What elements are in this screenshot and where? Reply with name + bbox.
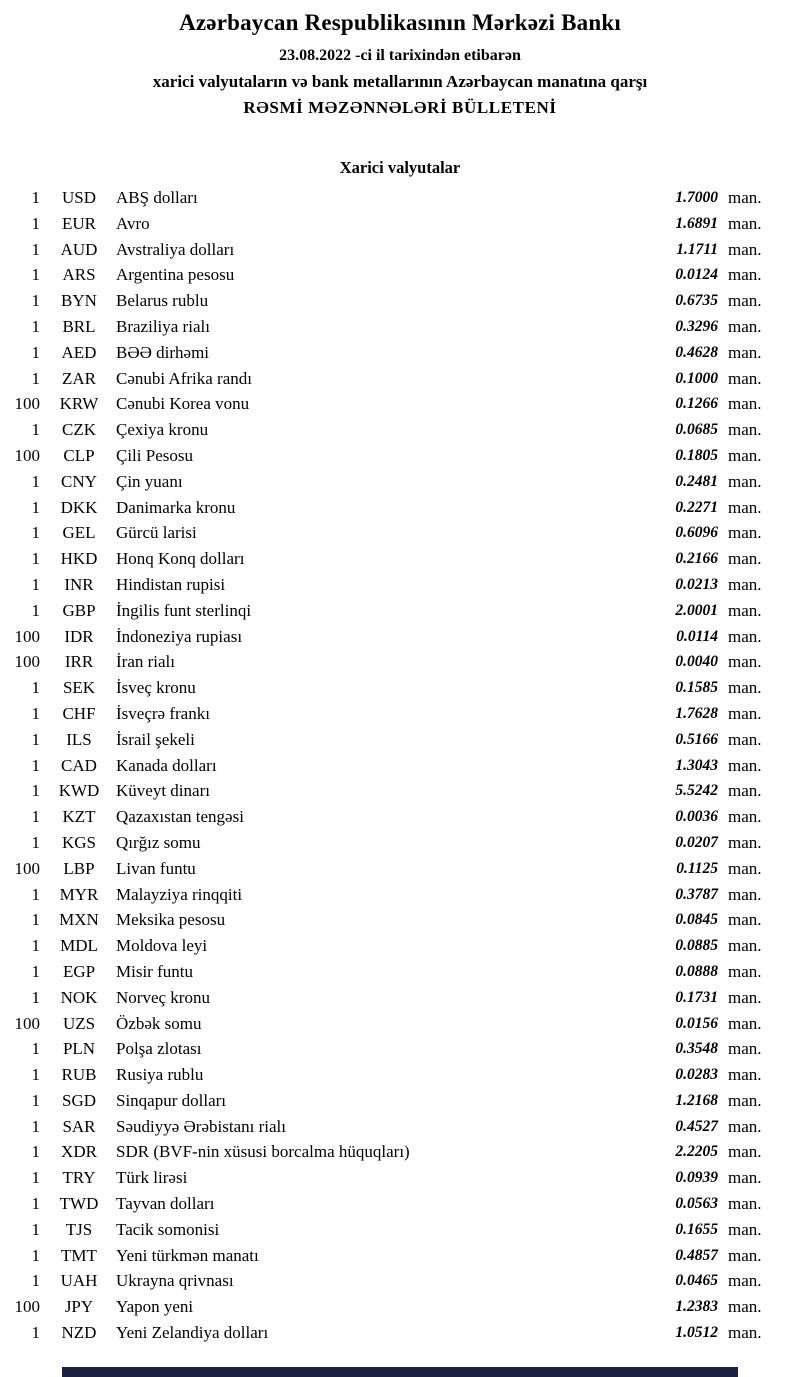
rate-value: 0.2166 (675, 550, 718, 568)
currency-code: MYR (59, 884, 99, 904)
rate-value: 0.2481 (675, 472, 718, 490)
currency-code: DKK (60, 497, 98, 517)
rate-unit-label: man. (728, 445, 762, 465)
currency-name: İran rialı (116, 652, 175, 672)
rate-unit-label: man. (728, 1297, 762, 1317)
currency-code: ARS (62, 265, 96, 285)
rate-row (0, 211, 772, 237)
rate-row (0, 366, 772, 392)
rate-unit-label: man. (728, 471, 762, 491)
rate-quantity: 1 (31, 910, 40, 930)
rate-quantity: 1 (31, 703, 40, 723)
rate-unit-label: man. (728, 652, 762, 672)
rate-quantity: 1 (31, 1168, 40, 1188)
currency-code: BYN (61, 291, 97, 311)
rate-unit-label: man. (728, 678, 762, 698)
currency-code: INR (64, 574, 94, 594)
rate-value: 0.2271 (675, 498, 718, 516)
currency-code: EUR (62, 213, 96, 233)
rate-row (0, 469, 772, 495)
rate-value: 0.0207 (675, 833, 718, 851)
currency-code: GBP (62, 600, 96, 620)
bulletin-subtitle-line2: RƏSMİ MƏZƏNNƏLƏRİ BÜLLETENİ (243, 98, 557, 117)
rate-quantity: 1 (31, 342, 40, 362)
rate-value: 0.0124 (675, 266, 718, 284)
currency-name: Çili Pesosu (116, 445, 193, 465)
currency-name: Səudiyyə Ərəbistanı rialı (116, 1116, 286, 1136)
rate-value: 0.0114 (676, 627, 718, 645)
rate-quantity: 100 (14, 394, 40, 414)
currency-name: Qırğız somu (116, 832, 201, 852)
rate-unit-label: man. (728, 961, 762, 981)
rate-value: 0.0156 (675, 1014, 718, 1032)
currency-name: Türk lirəsi (116, 1168, 188, 1188)
rate-unit-label: man. (728, 497, 762, 517)
rate-quantity: 1 (31, 961, 40, 981)
rate-value: 0.1000 (675, 369, 718, 387)
currency-code: LBP (63, 858, 95, 878)
currency-code: IRR (64, 652, 94, 672)
rate-value: 0.3548 (675, 1040, 718, 1058)
rate-row (0, 598, 772, 624)
rate-value: 0.0885 (675, 937, 718, 955)
rate-quantity: 1 (31, 678, 40, 698)
rate-quantity: 1 (31, 1090, 40, 1110)
rate-quantity: 1 (31, 420, 40, 440)
currency-code: CNY (61, 471, 97, 491)
rate-row (0, 907, 772, 933)
rate-quantity: 1 (31, 239, 40, 259)
rate-quantity: 1 (31, 729, 40, 749)
rate-quantity: 1 (31, 755, 40, 775)
currency-name: Danimarka kronu (116, 497, 236, 517)
currency-name: Tacik somonisi (116, 1219, 220, 1239)
rate-unit-label: man. (728, 703, 762, 723)
rate-quantity: 1 (31, 265, 40, 285)
rate-value: 0.4527 (675, 1117, 718, 1135)
rate-row (0, 624, 772, 650)
currency-name: Malayziya rinqqiti (116, 884, 243, 904)
rate-value: 0.4628 (675, 343, 718, 361)
currency-code: KZT (62, 807, 96, 827)
currency-code: EGP (62, 961, 96, 981)
currency-code: GEL (62, 523, 96, 543)
rate-quantity: 100 (14, 1013, 40, 1033)
currency-code: ZAR (62, 368, 96, 388)
rate-value: 0.0888 (675, 962, 718, 980)
rate-value: 1.2168 (675, 1091, 718, 1109)
rate-row (0, 417, 772, 443)
rate-unit-label: man. (728, 807, 762, 827)
rate-quantity: 1 (31, 291, 40, 311)
rate-unit-label: man. (728, 626, 762, 646)
rate-quantity: 1 (31, 936, 40, 956)
currency-name: Honq Konq dolları (116, 549, 245, 569)
currency-name: Misir funtu (116, 961, 193, 981)
rate-unit-label: man. (728, 884, 762, 904)
rate-row (0, 727, 772, 753)
rate-unit-label: man. (728, 1323, 762, 1343)
currency-code: CLP (63, 445, 95, 465)
rate-row (0, 1243, 772, 1269)
rate-unit-label: man. (728, 755, 762, 775)
rate-unit-label: man. (728, 291, 762, 311)
currency-name: Kanada dolları (116, 755, 217, 775)
rate-unit-label: man. (728, 1039, 762, 1059)
currency-name: Cənubi Afrika randı (116, 368, 252, 388)
rate-unit-label: man. (728, 910, 762, 930)
rate-value: 0.0465 (675, 1272, 718, 1290)
rate-unit-label: man. (728, 1142, 762, 1162)
rate-value: 1.1711 (676, 240, 718, 258)
rate-value: 0.4857 (675, 1246, 718, 1264)
document-header (0, 0, 800, 118)
rate-value: 1.2383 (675, 1298, 718, 1316)
rate-row (0, 675, 772, 701)
currency-name: Cənubi Korea vonu (116, 394, 250, 414)
rate-row (0, 1088, 772, 1114)
currency-code: TMT (61, 1245, 97, 1265)
rate-unit-label: man. (728, 549, 762, 569)
rate-unit-label: man. (728, 1194, 762, 1214)
rate-value: 0.0040 (675, 653, 718, 671)
rate-unit-label: man. (728, 394, 762, 414)
rate-row (0, 804, 772, 830)
rate-unit-label: man. (728, 1065, 762, 1085)
currency-code: KGS (61, 832, 96, 852)
rate-value: 0.3296 (675, 317, 718, 335)
rate-row (0, 572, 772, 598)
currency-name: Livan funtu (116, 858, 196, 878)
rate-quantity: 100 (14, 445, 40, 465)
currency-code: AED (61, 342, 97, 362)
rate-value: 0.1266 (675, 395, 718, 413)
currency-name: Küveyt dinarı (116, 781, 210, 801)
next-section-header-bar (62, 1367, 738, 1377)
rate-quantity: 1 (31, 781, 40, 801)
rate-row (0, 933, 772, 959)
rate-value: 1.6891 (675, 214, 718, 232)
rate-value: 0.0845 (675, 911, 718, 929)
currency-code: TWD (59, 1194, 99, 1214)
rate-unit-label: man. (728, 239, 762, 259)
rate-unit-label: man. (728, 781, 762, 801)
rate-unit-label: man. (728, 523, 762, 543)
currency-code: KWD (58, 781, 100, 801)
rate-unit-label: man. (728, 600, 762, 620)
rate-quantity: 1 (31, 497, 40, 517)
bank-title: Azərbaycan Respublikasının Mərkəzi Bankı (179, 10, 621, 35)
bulletin-subtitle-line1: xarici valyutaların və bank metallarının Azərbaycan manatına qarşı (152, 72, 648, 91)
rate-row (0, 546, 772, 572)
rate-unit-label: man. (728, 213, 762, 233)
rate-row (0, 495, 772, 521)
rate-quantity: 1 (31, 600, 40, 620)
currency-code: UAH (60, 1271, 98, 1291)
rate-row (0, 753, 772, 779)
rate-quantity: 1 (31, 1323, 40, 1343)
rate-quantity: 1 (31, 471, 40, 491)
currency-name: Yapon yeni (116, 1297, 194, 1317)
currency-name: Ukrayna qrivnası (116, 1271, 234, 1291)
rate-quantity: 1 (31, 807, 40, 827)
section-title-foreign-currencies: Xarici valyutalar (339, 158, 461, 177)
currency-name: BƏƏ dirhəmi (116, 342, 210, 362)
rate-quantity: 100 (14, 858, 40, 878)
currency-code: MDL (60, 936, 98, 956)
currency-code: TJS (65, 1219, 93, 1239)
rate-row (0, 1139, 772, 1165)
currency-code: SGD (61, 1090, 96, 1110)
currency-name: Moldova leyi (116, 936, 208, 956)
currency-code: NZD (61, 1323, 97, 1343)
rate-unit-label: man. (728, 342, 762, 362)
rate-value: 0.1125 (676, 859, 718, 877)
rate-row (0, 1062, 772, 1088)
currency-code: KRW (59, 394, 99, 414)
rate-value: 0.6735 (675, 292, 718, 310)
rate-quantity: 1 (31, 832, 40, 852)
rate-row (0, 443, 772, 469)
rate-unit-label: man. (728, 368, 762, 388)
rate-unit-label: man. (728, 832, 762, 852)
currency-code: RUB (61, 1065, 97, 1085)
currency-name: Argentina pesosu (116, 265, 235, 285)
rate-value: 1.7628 (675, 704, 718, 722)
rate-row (0, 959, 772, 985)
rate-unit-label: man. (728, 729, 762, 749)
rate-value: 0.1805 (675, 446, 718, 464)
currency-name: Hindistan rupisi (116, 574, 226, 594)
currency-code: NOK (60, 987, 98, 1007)
rate-row (0, 985, 772, 1011)
currency-name: Polşa zlotası (116, 1039, 202, 1059)
currency-name: Avro (116, 213, 150, 233)
currency-name: Tayvan dolları (116, 1194, 215, 1214)
rate-unit-label: man. (728, 987, 762, 1007)
rate-value: 2.0001 (675, 601, 718, 619)
currency-name: Sinqapur dolları (116, 1090, 227, 1110)
currency-name: Yeni türkmən manatı (116, 1245, 259, 1265)
currency-name: İsveç kronu (116, 678, 196, 698)
rate-row (0, 1268, 772, 1294)
currency-code: JPY (64, 1297, 94, 1317)
rate-row (0, 882, 772, 908)
rate-quantity: 1 (31, 1245, 40, 1265)
rate-unit-label: man. (728, 574, 762, 594)
rate-row (0, 778, 772, 804)
rate-quantity: 100 (14, 1297, 40, 1317)
rate-row (0, 237, 772, 263)
rate-quantity: 1 (31, 523, 40, 543)
rate-unit-label: man. (728, 1168, 762, 1188)
currency-code: CHF (62, 703, 96, 723)
rate-quantity: 1 (31, 1116, 40, 1136)
currency-code: XDR (61, 1142, 97, 1162)
currency-name: Rusiya rublu (116, 1065, 204, 1085)
rate-row (0, 340, 772, 366)
currency-code: TRY (62, 1168, 96, 1188)
rate-value: 1.3043 (675, 756, 718, 774)
rate-quantity: 100 (14, 626, 40, 646)
currency-code: CAD (61, 755, 97, 775)
currency-name: SDR (BVF-nin xüsusi borcalma hüquqları) (116, 1142, 410, 1162)
rates-table (0, 185, 800, 1346)
rate-value: 1.7000 (675, 189, 718, 206)
rate-row (0, 830, 772, 856)
rate-unit-label: man. (728, 858, 762, 878)
rate-value: 2.2205 (675, 1143, 718, 1161)
rate-row (0, 1320, 772, 1346)
rate-value: 0.3787 (675, 885, 718, 903)
currency-code: BRL (62, 316, 96, 336)
currency-name: Belarus rublu (116, 291, 209, 311)
rate-unit-label: man. (728, 316, 762, 336)
effective-date-line: 23.08.2022 -ci il tarixindən etibarən (279, 47, 521, 64)
rate-quantity: 1 (31, 1039, 40, 1059)
rate-quantity: 1 (31, 188, 40, 207)
rate-value: 0.5166 (675, 730, 718, 748)
rate-row (0, 288, 772, 314)
rate-quantity: 1 (31, 549, 40, 569)
rate-unit-label: man. (728, 265, 762, 285)
rate-quantity: 1 (31, 884, 40, 904)
rate-unit-label: man. (728, 1013, 762, 1033)
rate-row (0, 391, 772, 417)
rate-unit-label: man. (728, 1116, 762, 1136)
currency-name: İsrail şekeli (116, 729, 195, 749)
rate-quantity: 100 (14, 652, 40, 672)
rate-quantity: 1 (31, 1142, 40, 1162)
rate-row (0, 1294, 772, 1320)
currency-name: Gürcü larisi (116, 523, 197, 543)
currency-name: İsveçrə frankı (116, 703, 210, 723)
rate-quantity: 1 (31, 368, 40, 388)
rate-unit-label: man. (728, 1219, 762, 1239)
rate-value: 0.0036 (675, 808, 718, 826)
currency-code: AUD (60, 239, 98, 259)
currency-name: Braziliya rialı (116, 316, 210, 336)
rate-value: 0.1585 (675, 679, 718, 697)
rate-row (0, 262, 772, 288)
rate-row (0, 1217, 772, 1243)
rate-row (0, 520, 772, 546)
rate-quantity: 1 (31, 213, 40, 233)
rate-row (0, 1165, 772, 1191)
rate-unit-label: man. (728, 420, 762, 440)
rate-value: 0.0939 (675, 1169, 718, 1187)
rate-unit-label: man. (728, 1245, 762, 1265)
rate-row (0, 314, 772, 340)
currency-code: MXN (59, 910, 99, 930)
currency-name: Norveç kronu (116, 987, 210, 1007)
rate-row (0, 1036, 772, 1062)
rate-value: 0.1655 (675, 1220, 718, 1238)
currency-code: ILS (66, 729, 92, 749)
currency-code: HKD (60, 549, 98, 569)
currency-code: PLN (62, 1039, 96, 1059)
currency-name: ABŞ dolları (116, 188, 198, 207)
rate-row (0, 856, 772, 882)
currency-code: CZK (62, 420, 96, 440)
rate-row (0, 1114, 772, 1140)
rate-quantity: 1 (31, 987, 40, 1007)
rate-row (0, 649, 772, 675)
rate-value: 0.0213 (675, 575, 718, 593)
currency-name: Çexiya kronu (116, 420, 209, 440)
rate-unit-label: man. (728, 936, 762, 956)
rate-row (0, 1011, 772, 1037)
currency-code: IDR (64, 626, 94, 646)
currency-code: USD (61, 188, 96, 207)
currency-name: İngilis funt sterlinqi (116, 600, 252, 620)
rate-unit-label: man. (728, 188, 762, 207)
currency-name: Meksika pesosu (116, 910, 226, 930)
rate-quantity: 1 (31, 1065, 40, 1085)
currency-name: Avstraliya dolları (116, 239, 235, 259)
rate-value: 0.0283 (675, 1066, 718, 1084)
rate-row (0, 1191, 772, 1217)
currency-name: Çin yuanı (116, 471, 183, 491)
currency-code: SAR (62, 1116, 96, 1136)
rate-quantity: 1 (31, 1194, 40, 1214)
currency-name: Özbək somu (116, 1013, 202, 1033)
rate-row (0, 185, 772, 211)
currency-code: UZS (62, 1013, 96, 1033)
rate-value: 0.0685 (675, 421, 718, 439)
rate-value: 5.5242 (675, 782, 718, 800)
rate-unit-label: man. (728, 1271, 762, 1291)
rate-quantity: 1 (31, 1271, 40, 1291)
currency-name: Qazaxıstan tengəsi (116, 807, 244, 827)
currency-name: Yeni Zelandiya dolları (116, 1323, 269, 1343)
rate-quantity: 1 (31, 316, 40, 336)
rate-row (0, 701, 772, 727)
rate-unit-label: man. (728, 1090, 762, 1110)
rate-quantity: 1 (31, 574, 40, 594)
currency-code: SEK (62, 678, 96, 698)
currency-name: İndoneziya rupiası (116, 626, 243, 646)
rate-value: 0.0563 (675, 1195, 718, 1213)
rate-quantity: 1 (31, 1219, 40, 1239)
rate-value: 0.6096 (675, 524, 718, 542)
rate-value: 1.0512 (675, 1324, 718, 1342)
rate-value: 0.1731 (675, 988, 718, 1006)
